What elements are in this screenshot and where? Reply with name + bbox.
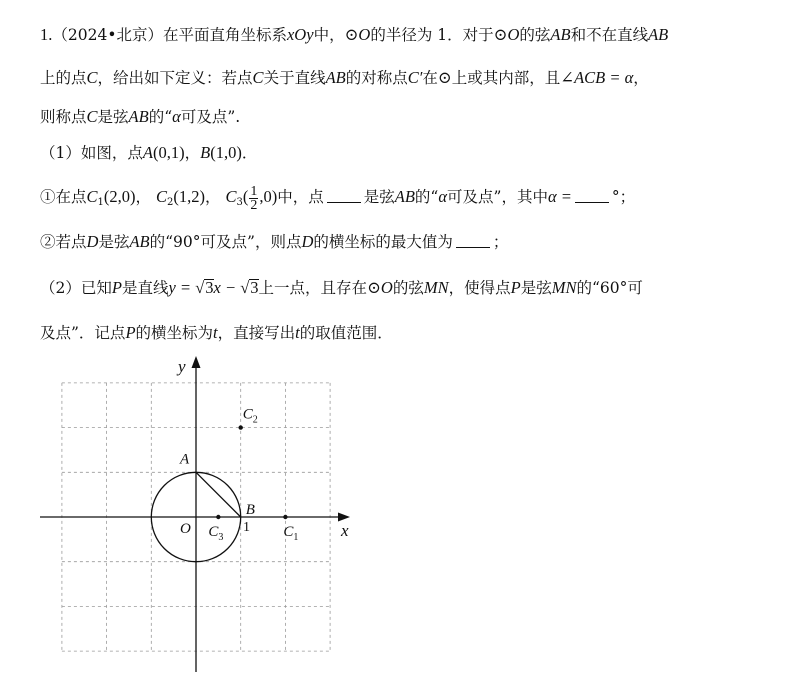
part1-question-1: ①在点$C_1(2,0)$， $C_2(1,2)$， $C_3$( $\frac{1}{2}$ ,0)中，点 是弦AB的“α可及点”，其中α = °； [40, 183, 636, 213]
point-dot-c3 [216, 515, 220, 519]
x-axis-label: x [341, 521, 349, 540]
part1-intro: （1）如图，点A(0,1)，B(1,0)． [40, 143, 258, 162]
unit-circle [151, 472, 240, 561]
y-axis-arrow [192, 356, 201, 368]
answer-blank-3[interactable] [456, 233, 490, 248]
point-label-b: B [245, 502, 255, 518]
part1-question-2: ②若点D是弦AB的“90°可及点”，则点D的横坐标的最大值为 ； [40, 232, 509, 251]
point-dot-c2 [239, 425, 243, 429]
problem-line-3: 则称点C是弦AB的“α可及点”. [40, 107, 241, 126]
problem-source: （2024•北京） [52, 26, 163, 44]
point-label-c2: $C_2$ [242, 406, 258, 426]
problem-line-1: 1.（2024•北京）在平面直角坐标系xOy中，⊙O的半径为 1．对于⊙O的弦AB和不在直线AB [40, 25, 669, 44]
part2-line-2: 及点”．记点P的横坐标为t，直接写出t的取值范围． [40, 323, 393, 342]
fraction-one-half: $\frac{1}{2}$ [250, 183, 258, 213]
problem-number: 1. [40, 25, 53, 44]
x-axis-arrow [338, 513, 350, 522]
point-dot-c1 [283, 515, 287, 519]
tick-one-label: 1 [243, 520, 250, 535]
y-axis-label: y [178, 357, 186, 376]
origin-label: O [180, 521, 191, 537]
point-label-a: A [180, 451, 190, 468]
part2-line-1: （2）已知P是直线y = √3x − √3上一点，且存在⊙O的弦MN，使得点P是弦MN的“60°可 [40, 278, 643, 297]
dashed-grid [62, 383, 330, 651]
point-label-c1: $C_1$ [283, 524, 299, 543]
answer-blank-1[interactable] [327, 188, 361, 203]
problem-line-2: 上的点C，给出如下定义：若点C关于直线AB的对称点C′在⊙上或其内部，且∠ACB = α， [40, 68, 649, 87]
point-label-c3: $C_3$ [208, 524, 224, 543]
answer-blank-2[interactable] [575, 188, 609, 203]
points-layer [179, 407, 298, 543]
chord-ab [196, 472, 241, 517]
